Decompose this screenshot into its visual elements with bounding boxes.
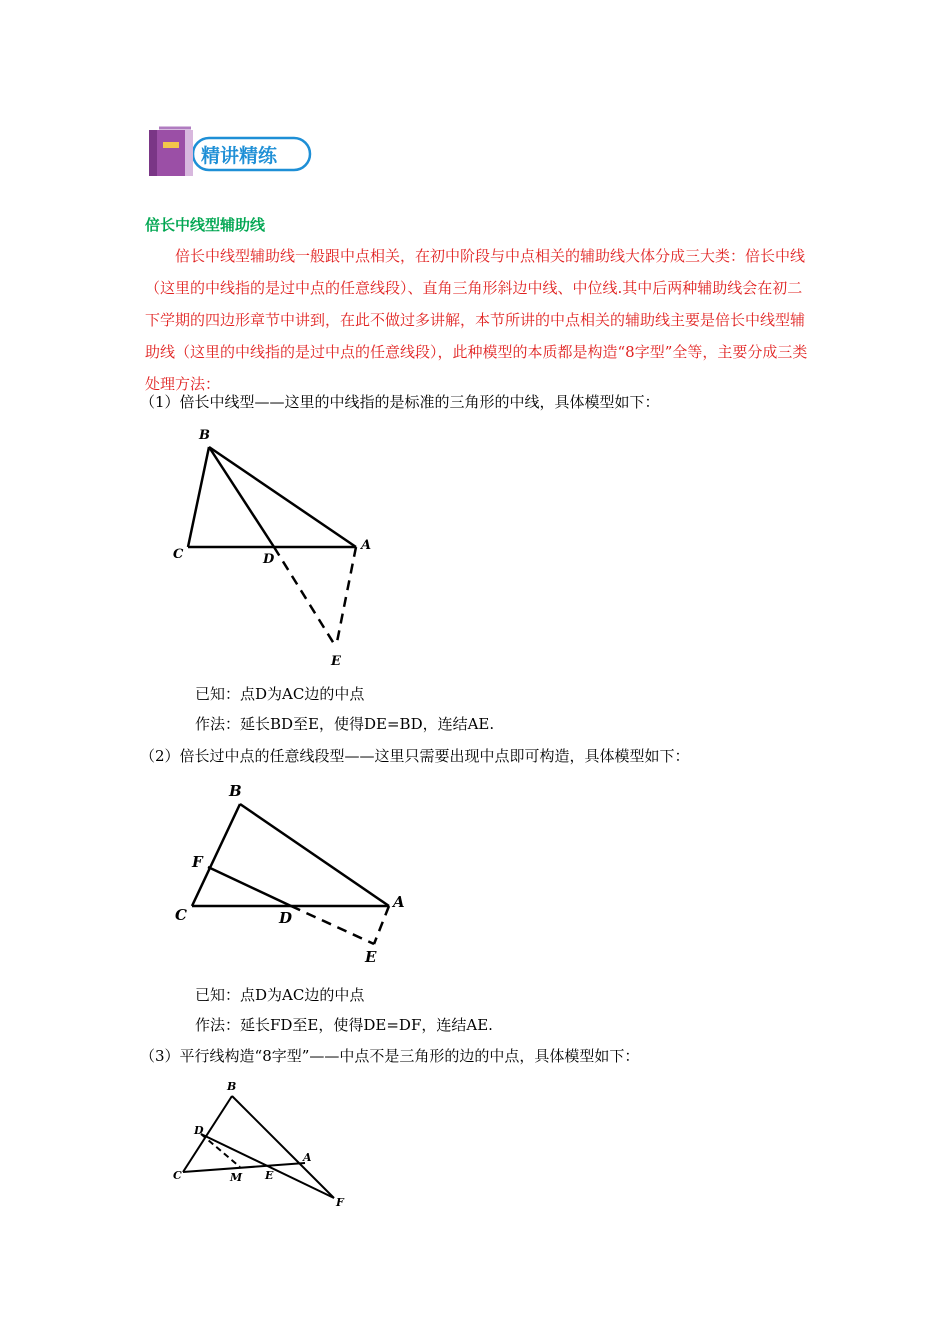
model-1-heading: （1）倍长中线型——这里的中线指的是标准的三角形的中线，具体模型如下： (140, 393, 660, 411)
label-D: D (194, 1124, 204, 1137)
label-C: C (173, 1169, 182, 1182)
model-3-figure (165, 1075, 365, 1215)
model-3-heading: （3）平行线构造“8字型”——中点不是三角形的边的中点，具体模型如下： (140, 1047, 640, 1065)
label-F: F (336, 1196, 344, 1209)
model-1-method: 作法：延长BD至E，使得DE=BD，连结AE. (195, 715, 495, 733)
label-C: C (173, 547, 184, 562)
badge-label: 精讲精练 (201, 145, 278, 167)
model-2-method: 作法：延长FD至E，使得DE=DF，连结AE. (195, 1016, 493, 1034)
label-F: F (192, 853, 203, 871)
section-badge (145, 124, 315, 182)
label-D: D (279, 909, 293, 927)
label-D: D (263, 552, 275, 567)
label-E: E (331, 654, 341, 669)
label-B: B (199, 428, 210, 443)
label-A: A (303, 1151, 312, 1164)
model-1-known: 已知：点D为AC边的中点 (195, 685, 365, 703)
model-2-figure (165, 778, 415, 973)
intro-text: 倍长中线型辅助线一般跟中点相关，在初中阶段与中点相关的辅助线大体分成三大类：倍长中线（这里的中线指的是过中点的任意线段）、直角三角形斜边中线、中位线.其中后两种辅助线会在初二下学期的四边形章节中讲到，在此不做过多讲解，本节所讲的中点相关的辅助线主要是倍长中线型辅助线（这里的中线指的是过中点的任意线段），此种模型的本质都是构造“8字型”全等，主要分成三类处理方法： (145, 247, 808, 393)
section-title: 倍长中线型辅助线 (145, 216, 266, 234)
label-A: A (393, 893, 405, 911)
model-2-heading: （2）倍长过中点的任意线段型——这里只需要出现中点即可构造，具体模型如下： (140, 747, 690, 765)
model-2-known: 已知：点D为AC边的中点 (195, 986, 365, 1004)
model-1-figure (165, 425, 385, 675)
label-M: M (230, 1171, 243, 1184)
label-C: C (175, 906, 187, 924)
label-E: E (365, 948, 377, 966)
label-E: E (265, 1169, 274, 1182)
label-B: B (227, 1080, 237, 1093)
label-A: A (361, 538, 372, 553)
book-icon (145, 124, 315, 182)
label-B: B (229, 782, 242, 800)
intro-paragraph (145, 240, 810, 400)
